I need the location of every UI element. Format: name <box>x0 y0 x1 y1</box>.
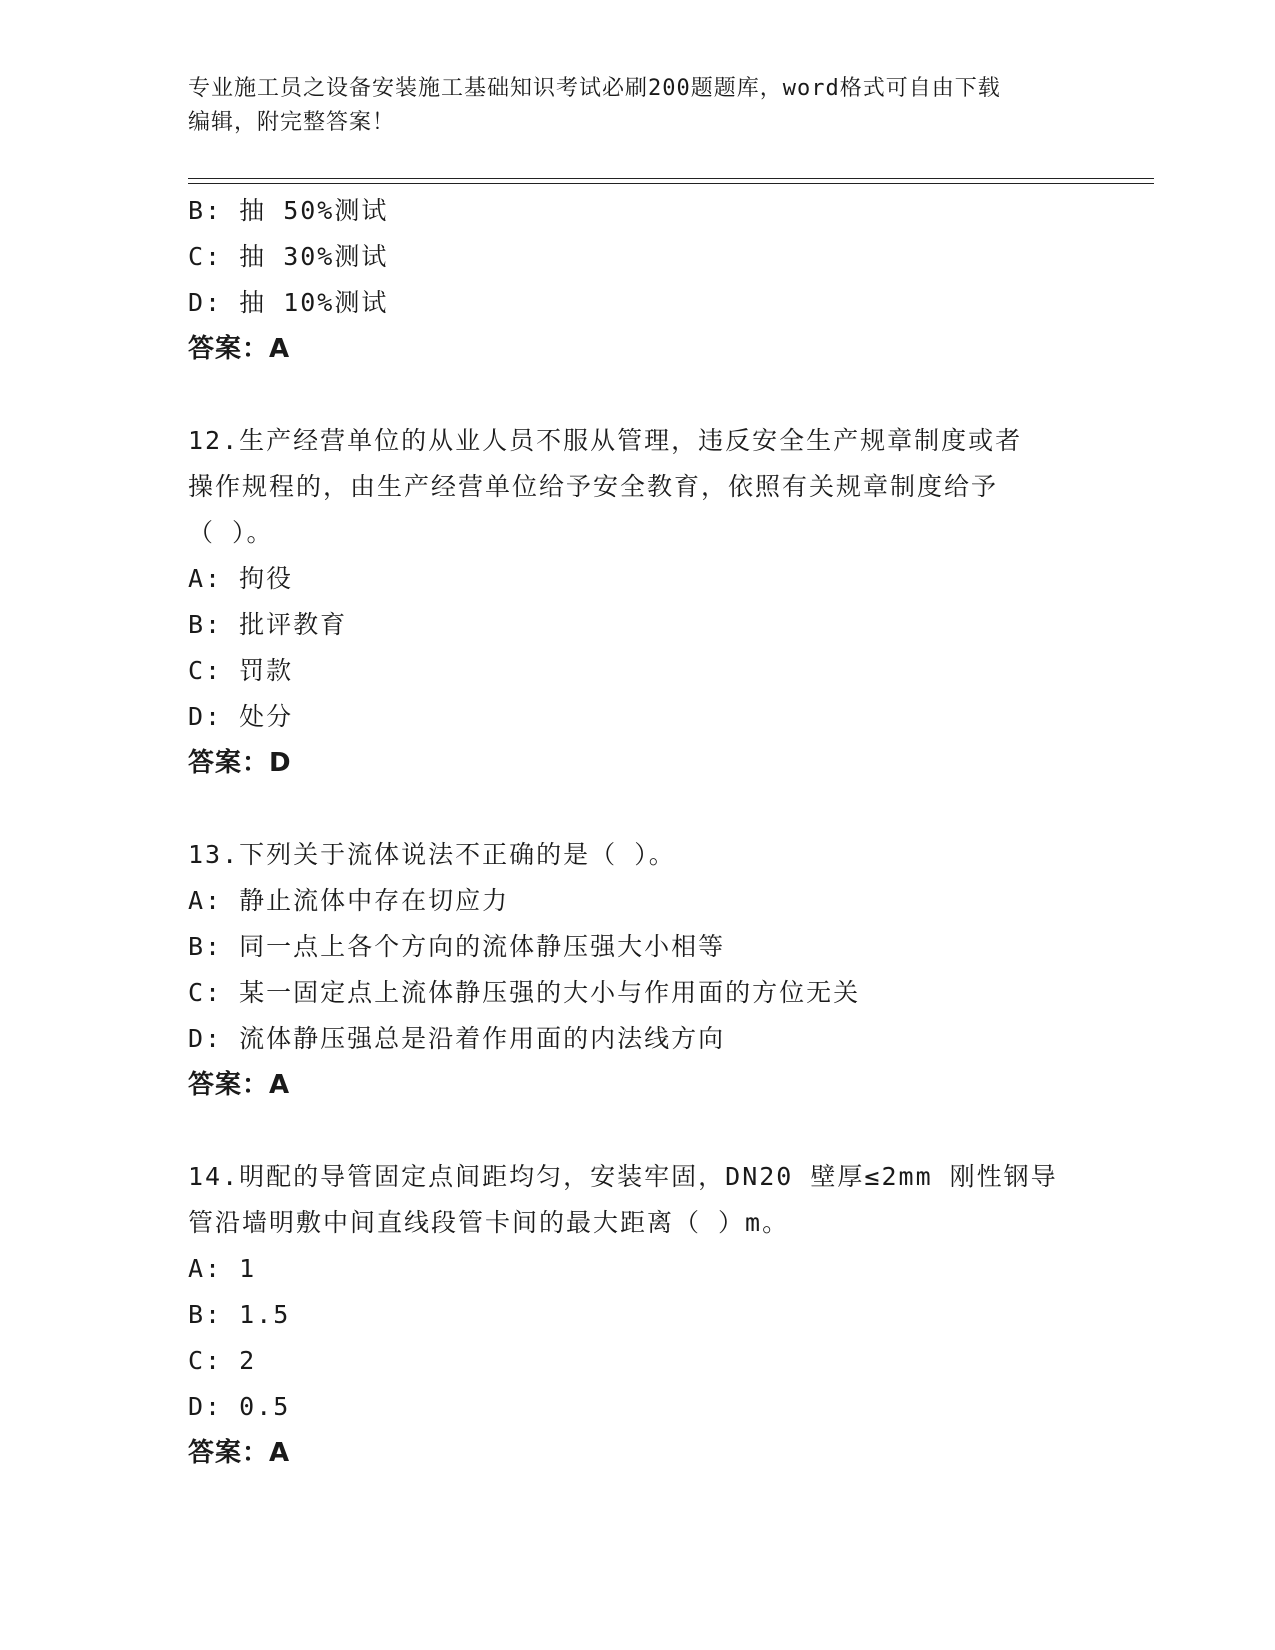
question-stem: 操作规程的，由生产经营单位给予安全教育，依照有关规章制度给予 <box>188 472 999 501</box>
option-c: C: 抽 30%测试 <box>188 242 389 271</box>
option-c: C: 2 <box>188 1346 257 1375</box>
question-content <box>188 188 1088 1476</box>
header-divider-bottom <box>188 183 1154 184</box>
option-d: D: 处分 <box>188 702 294 731</box>
option-a: A: 拘役 <box>188 564 294 593</box>
option-c: C: 罚款 <box>188 656 294 685</box>
answer: 答案：D <box>188 748 292 778</box>
question-11 <box>188 188 1088 372</box>
option-c: C: 某一固定点上流体静压强的大小与作用面的方位无关 <box>188 978 861 1007</box>
header-divider-top <box>188 178 1154 179</box>
answer: 答案：A <box>188 1070 291 1100</box>
spacer <box>188 1108 1088 1154</box>
spacer <box>188 372 1088 418</box>
option-a: A: 静止流体中存在切应力 <box>188 886 510 915</box>
answer: 答案：A <box>188 1438 291 1468</box>
spacer <box>188 786 1088 832</box>
question-stem: 管沿墙明敷中间直线段管卡间的最大距离（ ）m。 <box>188 1208 790 1237</box>
question-stem: 12.生产经营单位的从业人员不服从管理，违反安全生产规章制度或者 <box>188 426 1023 455</box>
option-b: B: 1.5 <box>188 1300 291 1329</box>
question-stem: 13.下列关于流体说法不正确的是（ ）。 <box>188 840 676 869</box>
page-header <box>188 72 1088 140</box>
question-13 <box>188 832 1088 1108</box>
header-line-1: 专业施工员之设备安装施工基础知识考试必刷200题题库，word格式可自由下载 <box>188 76 1001 101</box>
question-stem: （ ）。 <box>188 518 274 547</box>
option-b: B: 同一点上各个方向的流体静压强大小相等 <box>188 932 726 961</box>
header-line-2: 编辑，附完整答案！ <box>188 110 396 135</box>
question-stem: 14.明配的导管固定点间距均匀，安装牢固，DN20 壁厚≤2mm 刚性钢导 <box>188 1162 1058 1191</box>
option-b: B: 批评教育 <box>188 610 348 639</box>
question-14 <box>188 1154 1088 1476</box>
option-d: D: 0.5 <box>188 1392 291 1421</box>
answer: 答案：A <box>188 334 291 364</box>
option-b: B: 抽 50%测试 <box>188 196 389 225</box>
question-12 <box>188 418 1088 786</box>
option-d: D: 流体静压强总是沿着作用面的内法线方向 <box>188 1024 726 1053</box>
option-a: A: 1 <box>188 1254 257 1283</box>
option-d: D: 抽 10%测试 <box>188 288 389 317</box>
